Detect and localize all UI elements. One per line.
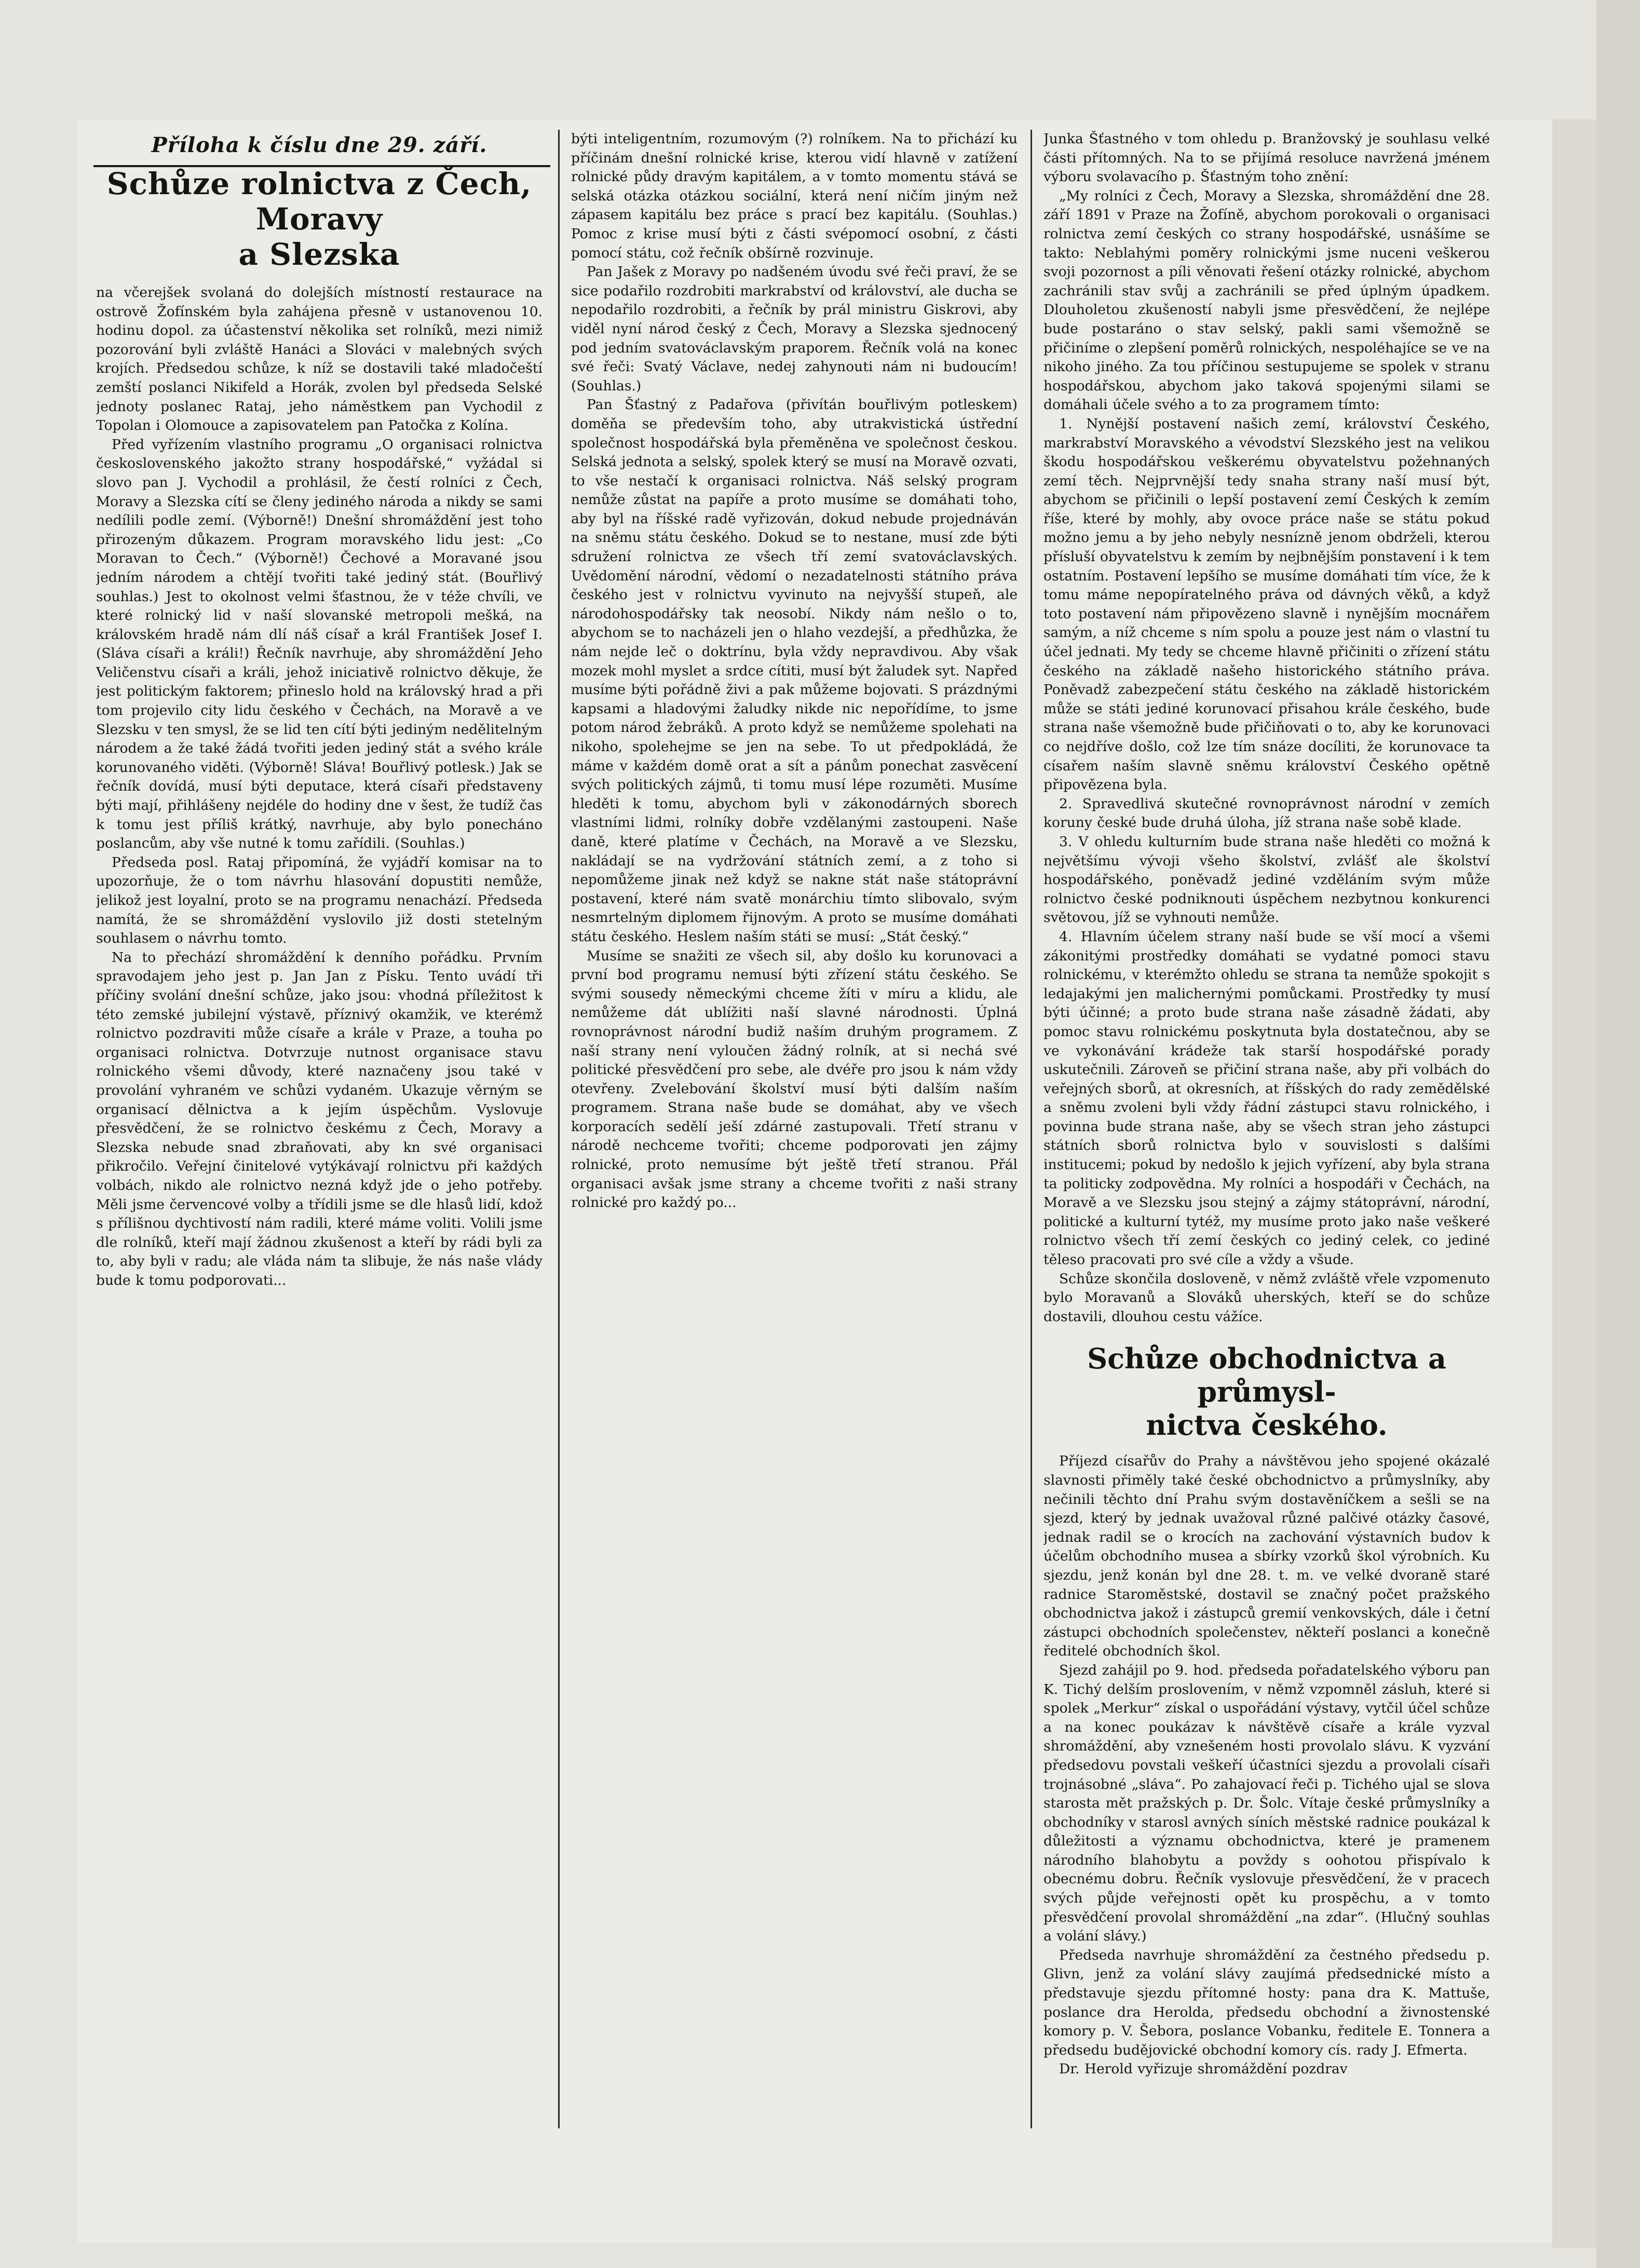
paragraph: na včerejšek svolaná do dolejších místností restaurace na ostrově Žofínském byla zahájena přesně v ustanovenou 10. hodinu dopol. za účastenství několika set rolníků, mezi nimiž pozorování byli zvláště Hanáci a Slováci v malebných svých krojích. Předsedou schůze, k níž se dostavili také mladočeští zemští poslanci Nikifeld a Horák, zvolen byl předseda Selské jednoty poslanec Rataj, jeho náměstkem pan Vychodil z Topolan i Olomouce a zapisovatelem pan Patočka z Kolína. [96,284,543,434]
headline-line: Schůze obchodnictva a průmysl- [1087,1342,1446,1409]
paragraph: Před vyřízením vlastního programu „O organisaci rolnictva československého jakožto strany hospodářské,“ vyžádal si slovo pan J. Vychodil a prohlásil, že čestí rolníci z Čech, Moravy a Slezska cítí se členy jediného národa a nikdy se sami nedílili podle zemí. (Výborně!) Dnešní shromáždění jest toho přirozeným důkazem. Program moravského lidu jest: „Co Moravan to Čech.“ (Výborně!) Čechové a Moravané jsou jedním národem a chtějí tvořiti také jediný stát. (Bouřlivý souhlas.) Jest to okolnost velmi šťastnou, že v téže chvíli, ve které rolnický lid v naší slovanské metropoli mešká, na královském hradě nám dlí náš císař a král František Josef I. (Sláva císaři a králi!) Řečník navrhuje, aby shromáždění Jeho Veličenstvu císaři a králi, jehož iniciativě rolnictvo děkuje, že jest politickým faktorem; přineslo hold na královský hrad a při tom projevilo city lidu českého v Čechách, na Moravě a ve Slezsku v ten smysl, že se lid ten cítí býti jediným nedělitelným národem a že také žádá tvořiti jeden jediný stát a svého krále korunovaného viděti. (Výborně! Sláva! Bouřlivý potlesk.) Jak se řečník dovídá, musí býti deputace, která císaři představeny býti mají, přihlášeny nejdéle do hodiny dne v šest, že tudíž čas k tomu jest příliš krátký, navrhuje, aby bylo ponecháno poslancům, aby vše nutné k tomu zařídili. (Souhlas.) [96,436,543,852]
resolution-point: 1. Nynější postavení našich zemí, království Českého, markrabství Moravského a vévodství Slezského jest na velikou škodu hospodářskou veškerému obyvatelstvu požehnaných zemí těch. Nejprvnější tedy snaha strany naší musí být, abychom se přičinili o lepší postavení zemí Českých k zemím říše, které by mohly, aby ovoce práce naše se státu pokud možno jemu a by jeho nebyly nesnízně jenom obdrželi, kterou přísluší obyvatelstvu k zemím by nejbnějším ponstavení i k tem ostatním. Postavení lepšího se musíme domáhati tím více, že k tomu máme nepopíratelného práva od dávných věků, a když toto postavení nám připovězeno slavně i nynějším mocnářem samým, a níž chceme s ním spolu a pouze jest nám o vlastní tu účel jednati. My tedy se chceme hlavně přičiniti o zřízení státu českého na základě našeho historického státního práva. Poněvadž zabezpečení státu českého na základě historickém může se státi jediné korunovací přisahou krále českého, bude strana naše všemožně bude přičiňovati o to, aby ke korunovaci co nejdříve došlo, což lze tím snáze docíliti, že korunovace ta císařem naším slavně sněmu království Českého opětně připovězena byla. [1043,415,1490,793]
headline-line: a Slezska [238,237,400,272]
resolution-point: 4. Hlavním účelem strany naší bude se vší mocí a všemi zákonitými prostředky domáhati se vydatné pomoci stavu rolnickému, v kterémžto ohledu se strana ta nemůže spokojit s ledajakými jen malichernými pomůckami. Prostředky ty musí býti účinné; a proto bude strana naše zásadně žádati, aby pomoc stavu rolnickému poskytnuta byla dostatečnou, aby se ve vykonávání krádeže tak starší hospodářské porady uskutečnili. Zároveň se přičiní strana naše, aby při volbách do veřejných sborů, at okresních, at říšských do rady zemědělské a sněmu zvoleni byli vždy řádní zástupci stavu rolnického, i povinna bude strana naše, aby se všech stran jeho zástupci státních sborů rolnictva bylo v souvislosti s dalšími institucemi; pokud by nedošlo k jejich vyřízení, aby byla strana ta politicky zodpovědna. My rolníci a hospodáři v Čechách, na Moravě a ve Slezsku jsou stejný a zájmy státoprávní, národní, politické a kulturní tytéž, my musíme proto jako naše veškeré rolnictvo všech tří zemí českých co jediný celek, co jediné těleso pracovati pro své cíle a vždy a všude. [1043,928,1490,1268]
paragraph: Musíme se snažiti ze všech sil, aby došlo ku korunovaci a první bod programu nemusí býti zřízení státu českého. Se svými sousedy německými chceme žíti v míru a klidu, ale nemůžeme dát ublížiti naší slavné národnosti. Úplná rovnoprávnost národní budiž naším druhým programem. Z naší strany není vyloučen žádný rolník, at si nechá své politické přesvědčení pro sebe, ale dvéře pro jsou k nám vždy otevřeny. Zvelebování školství musí býti dalším naším programem. Strana naše bude se domáhat, aby ve všech korporacích sedělí ješí zdárné zastupovali. Třetí stranu v národě nechceme tvořiti; chceme podporovati jen zájmy rolnické, proto nemusíme být ještě třetí stranou. Přál organisaci avšak jsme strany a chceme tvořiti z naši strany rolnické pro každý po... [571,947,1018,1211]
paragraph: Sjezd zahájil po 9. hod. předseda pořadatelského výboru pan K. Tichý delším proslovením, v němž vzpomněl zásluh, které si spolek „Merkur“ získal o uspořádání výstavy, vytčil účel schůze a na konec poukázav k návštěvě císaře a krále vyzval shromáždění, aby vznešeném hosti provolalo slávu. K vyzvání předsedovu povstali veškeří účastníci sjezdu a provolali císaři trojnásobné „sláva“. Po zahajovací řeči p. Tichého ujal se slova starosta mět pražských p. Dr. Šolc. Vítaje české průmyslníky a obchodníky v starosl avných síních městské radnice poukázal k důležitosti a významu obchodnictva, které je pramenem národního blahobytu a povždy s oohotou přispívalo k obecnému dobru. Řečník vyslovuje přesvědčení, že v pracech svých půjde veřejnosti opět ku prospěchu, a v tomto přesvědčení provolal shromáždění „na zdar“. (Hlučný souhlas a volání slávy.) [1043,1662,1490,1945]
paragraph: Předseda posl. Rataj připomíná, že vyjádří komisar na to upozorňuje, že o tom návrhu hlasování dopustiti nemůže, jelikož jest loyalní, proto se na programu nenachází. Předseda namítá, že se shromáždění vyslovilo již dosti stetelným souhlasem o návrhu tomto. [96,854,543,947]
paragraph: Předseda navrhuje shromáždění za čestného předsedu p. Glivn, jenž za volání slávy zaujímá předsednické místo a představuje sjezdu přítomné hosty: pana dra K. Mattuše, poslance dra Herolda, předsedu obchodní a živnostenské komory p. V. Šebora, poslance Vobanku, ředitele E. Tonnera a předsedu budějovické obchodní komory cís. rady J. Efmerta. [1043,1947,1490,2058]
paragraph: Pan Jašek z Moravy po nadšeném úvodu své řeči praví, že se sice podařilo rozdrobiti markrabství od království, ale ducha se nepodařilo rozdrobiti, a řečník by prál ministru Giskrovi, aby viděl nyní národ český z Čech, Moravy a Slezska sjednocený pod jedním svatováclavským praporem. Řečník volá na konec své řeči: Svatý Václave, nedej zahynouti nám ni budoucím! (Souhlas.) [571,264,1018,394]
article-headline [96,166,543,272]
page-fold [1596,0,1640,2268]
resolution-text: „My rolníci z Čech, Moravy a Slezska, shromáždění dne 28. září 1891 v Praze na Žofíně, abychom porokovali o organisaci rolnictva zemí českých co strany hospodářské, usnášíme se takto: Neblahými poměry rolnickými jsme nuceni veškerou svoji pozornost a píli věnovati řešení otázky rolnické, abychom zachránili stav svůj a zachránili se před úplným úpadkem. Dlouholetou zkušeností nabyli jsme přesvědčení, že nejlépe bude postaráno o stav selský, pakli sami všemožně se přičiníme o zlepšení poměrů rolnických, nespoléhajíce se ve na nikoho jiného. Za tou příčinou sestupujeme se spolek v stranu hospodářskou, abychom jako taková spojenými silami se domáhali účele svého a to za programem tímto: [1043,187,1490,413]
paragraph: Pan Šťastný z Padařova (přivítán bouřlivým potleskem) doměňa se především toho, aby utrakvistická ústřední společnost hospodářská byla přeměněna ve společnost českou. Selská jednota a selský, spolek který se musí na Moravě ozvati, to vše nestačí k organisaci rolnictva. Náš selský program nemůže zůstat na papíře a proto musíme se domáhati toho, aby byl na říšské radě vyřizován, dokud nebude projednáván na sněmu státu českého. Dokud se to nestane, musí zde býti sdružení rolnictva ze všech tří zemí svatováclavských. Uvědomění národní, vědomí o nezadatelnosti státního práva českého jest v rolnictvu vyvinuto na nejvyšší stupeň, ale národohospodářsky tak neosobí. Nikdy nám nešlo o to, abychom se to nacházeli jen o hlaho vezdejší, a předhůzka, že nám nejde leč o doktrínu, byla vždy nepravdivou. Aby však mozek mohl myslet a srdce cítiti, musí být žaludek syt. Napřed musíme býti pořádně živi a pak můžeme bojovati. S prázdnými kapsami a hladovými žaludky nikde nic nepořídíme, to jsme potom národ žebráků. A proto když se nemůžeme spolehati na nikoho, spolehejme se jen na sebe. To ut předpokládá, že máme v každém domě orat a sít a pánům ponechat zasvěcení svých politických zájmů, ti tomu musí lépe rozuměti. Musíme hleděti k tomu, abychom byli v zákonodárných sborech vlastními lidmi, rolníky dobře vzdělanými zastoupeni. Naše daně, které platíme v Čechách, na Moravě a ve Slezsku, nakládají se na vydržování státních zemí, a z toho si nepomůžeme jinak než když se nakne stát naše státoprávní postavení, které nám svatě monárchiu tímto slibovalo, svým nesmrtelným diplomem řijnovým. A proto se musíme domáhati státu českého. Heslem naším státi se musí: „Stát český.“ [571,397,1018,945]
paragraph: Junka Šťastného v tom ohledu p. Branžovský je souhlasu velké části přítomných. Na to se přijímá resoluce navržená jménem výboru svolavacího p. Šťastným toho znění: [1043,131,1490,185]
paragraph: Příjezd císařův do Prahy a návštěvou jeho spojené okázalé slavnosti přiměly také české obchodnictvo a průmyslníky, aby nečinili těchto dní Prahu svým dostavěníčkem a sešli se na sjezd, který by jednak uvažoval různé palčivé otázky časové, jednak radil se o krocích na zachování výstavních budov k účelům obchodního musea a sbírky vzorků škol výrobních. Ku sjezdu, jenž konán byl dne 28. t. m. ve velké dvoraně staré radnice Staroměstské, dostavil se značný počet pražského obchodnictva jakož i zástupců gremií venkovských, dále i četní zástupci obchodních společenstev, někteří poslanci a konečně ředitelé obchodních škol. [1043,1453,1490,1660]
supplement-header: Příloha k číslu dne 29. září. [151,133,487,157]
closing-paragraph: Schůze skončila dosloveně, v němž zvláště vřele vzpomenuto bylo Moravanů a Slováků uherských, kteří se do schůze dostavili, dlouhou cestu vážíce. [1043,1270,1490,1325]
column-rule [1031,130,1032,2128]
column-3 [1043,130,1490,2134]
resolution-point: 2. Spravedlivá skutečné rovnoprávnost národní v zemích koruny české bude druhá úloha, jíž strana naše sobě klade. [1043,795,1490,831]
headline-line: Schůze rolnictva z Čech, Moravy [106,166,532,237]
column-rule [558,130,560,2128]
paragraph: býti inteligentním, rozumovým (?) rolníkem. Na to přichází ku příčinám dnešní rolnické krise, kterou vidí hlavně v zatížení rolnické půdy dravým kapitálem, a v tomto momentu stává se selská otázka otázkou sociální, která není ničím jiným než zápasem kapitálu bez práce s prací bez kapitálu. (Souhlas.) Pomoc z krise musí býti z části svépomocí osobní, z části pomocí státu, což řečník obšírně rozvinuje. [571,131,1018,261]
headline-line: nictva českého. [1146,1408,1388,1442]
column-1 [96,130,543,2134]
article-headline [1043,1342,1490,1442]
page-edge [1552,119,1596,2248]
column-2 [571,130,1018,2134]
resolution-point: 3. V ohledu kulturním bude strana naše hleděti co možná k největšímu vývoji všeho školství, zvlášť ale školství hospodářského, poněvadž jediné vzděláním svým může rolnictvo české podniknouti úspěchem nezbytnou konkurenci světovou, jíž se vyhnouti nemůže. [1043,833,1490,926]
paragraph: Dr. Herold vyřizuje shromáždění pozdrav [1059,2061,1348,2077]
paragraph: Na to přechází shromáždění k denního pořádku. Prvním spravodajem jeho jest p. Jan Jan z Písku. Tento uvádí tři příčiny svolání dnešní schůze, jako jsou: vhodná příležitost k této zemské jubilejní výstavě, příznivý okamžik, ve kterémž rolnictvo pozdraviti může císaře a krále v Praze, a touha po organisaci rolnictva. Dotvrzuje nutnost organisace stavu rolnického všemi důvody, které naznačeny jsou také v provolání vyhraném ve schůzi vydaném. Ukazuje věrným se organisací dělnictva a k jejím úspěchům. Vyslovuje přesvědčení, že se rolnictvo českému z Čech, Moravy a Slezska nebude snad zbraňovati, aby kn své organisaci přikročilo. Veřejní činitelové vytýkávají rolnictvu při každých volbách, nikdo ale rolnictvo nezná když jde o jeho potřeby. Měli jsme červencové volby a třídili jsme se dle hlasů lidí, kdož s přílišnou dychtivostí nám radili, které máme voliti. Volili jsme dle rolníků, kteří mají žádnou zkušenost a kteří by rádi byli za to, aby byli v radu; ale vláda nám ta slibuje, že nás naše vlády bude k tomu podporovati... [96,949,543,1288]
